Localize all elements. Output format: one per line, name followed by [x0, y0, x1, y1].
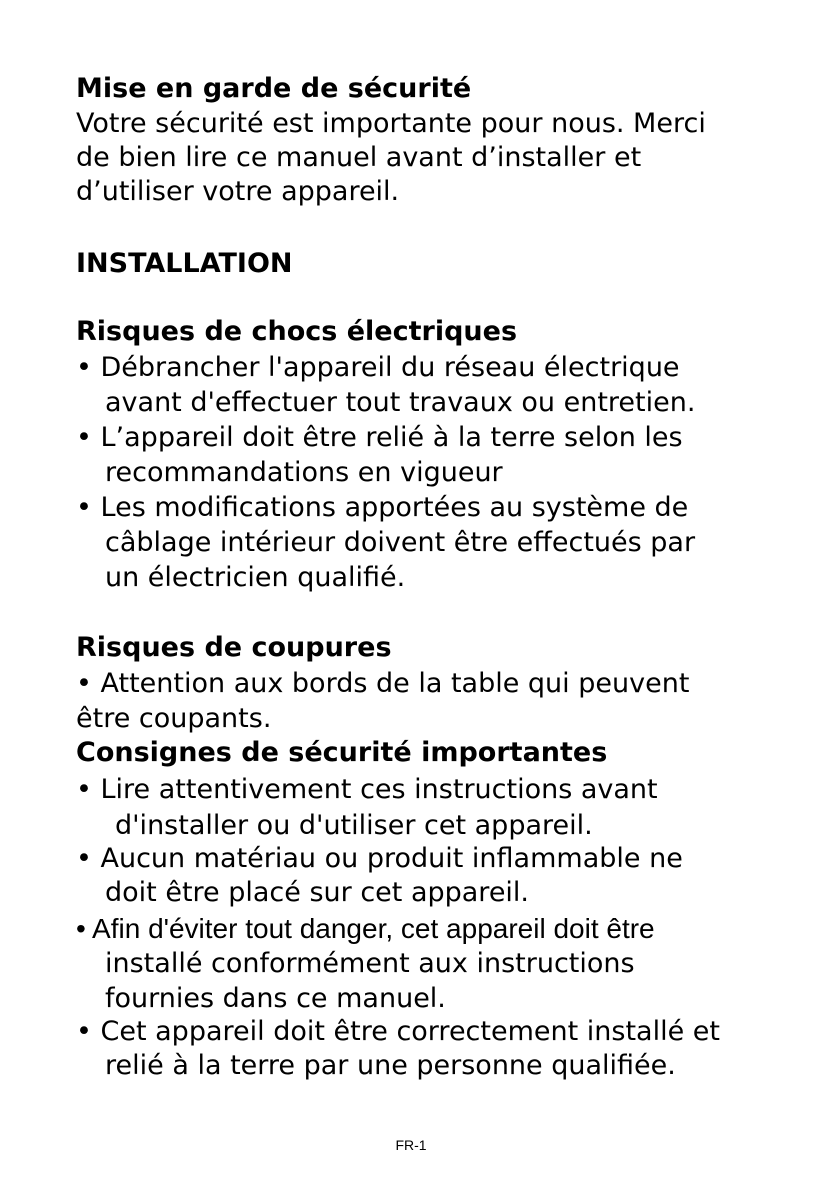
list-item: • L’appareil doit être relié à la terre selon les [76, 422, 683, 453]
safety-warning-title: Mise en garde de sécurité [76, 73, 472, 104]
list-item-continuation: doit être placé sur cet appareil. [105, 877, 530, 908]
installation-title: INSTALLATION [76, 248, 293, 279]
list-item: • Afin d'éviter tout danger, cet appareil doit être [76, 913, 655, 944]
electric-shock-title: Risques de chocs électriques [76, 316, 518, 347]
list-item-continuation: d'installer ou d'utiliser cet appareil. [115, 810, 593, 841]
list-item-continuation: installé conformément aux instructions [105, 948, 635, 979]
safety-warning-line: d’utiliser votre appareil. [76, 176, 400, 207]
list-item-continuation: être coupants. [76, 703, 272, 734]
list-item: • Débrancher l'appareil du réseau électrique [76, 352, 680, 383]
list-item-continuation: relié à la terre par une personne qualifiée. [105, 1050, 676, 1081]
list-item: • Aucun matériau ou produit inflammable ne [76, 843, 683, 874]
list-item-continuation: câblage intérieur doivent être effectués par [105, 527, 696, 558]
safety-warning-line: Votre sécurité est importante pour nous. Merci [76, 108, 706, 139]
list-item: • Cet appareil doit être correctement installé et [76, 1016, 720, 1047]
cuts-title: Risques de coupures [76, 632, 392, 663]
list-item: • Lire attentivement ces instructions avant [76, 774, 658, 805]
list-item-continuation: avant d'effectuer tout travaux ou entretien. [105, 387, 696, 418]
list-item-continuation: recommandations en vigueur [105, 457, 503, 488]
page-number: FR-1 [395, 1137, 427, 1153]
safety-warning-line: de bien lire ce manuel avant d’installer et [76, 142, 642, 173]
list-item: • Les modifications apportées au système de [76, 492, 689, 523]
list-item-continuation: un électricien qualifié. [105, 562, 406, 593]
list-item-continuation: fournies dans ce manuel. [105, 983, 446, 1014]
list-item: • Attention aux bords de la table qui peuvent [76, 668, 690, 699]
important-title: Consignes de sécurité importantes [76, 737, 608, 768]
